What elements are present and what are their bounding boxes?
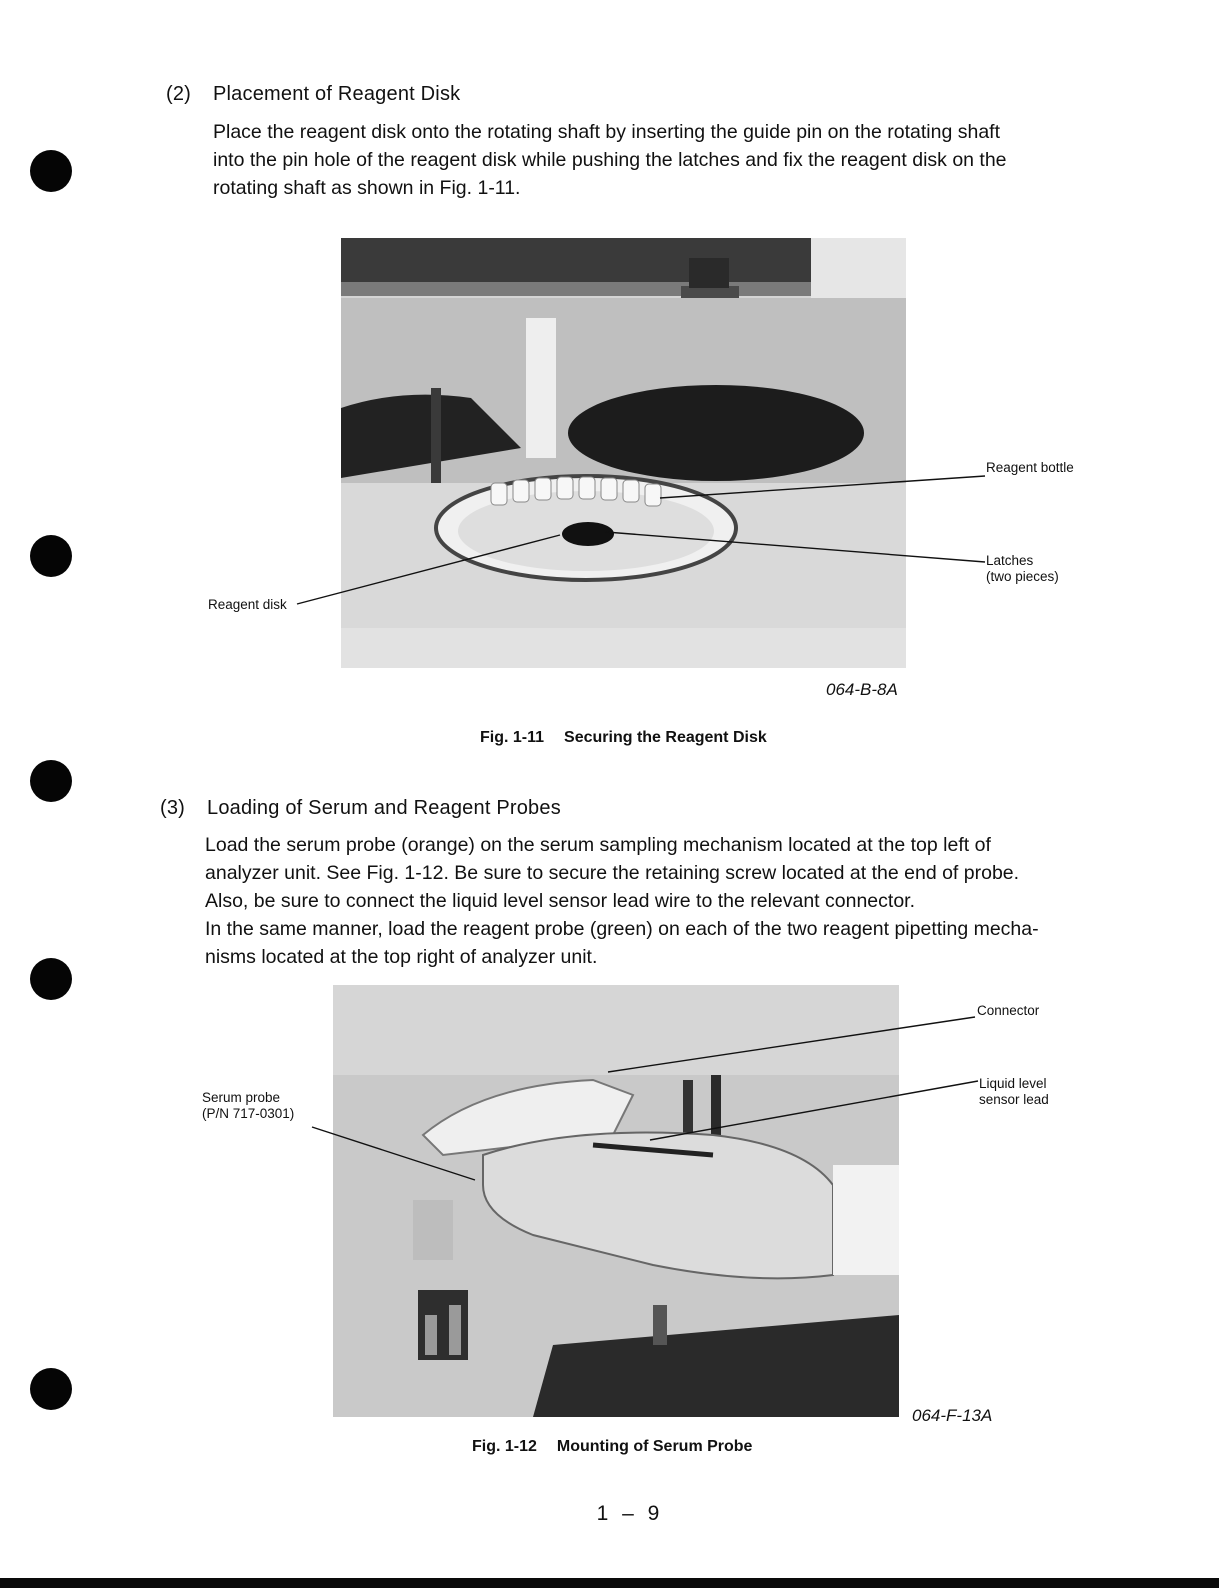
- bottom-rule: [0, 1578, 1219, 1588]
- section-2-heading: [166, 83, 460, 106]
- section-3-number: (3): [160, 797, 186, 819]
- section-2-title: Placement of Reagent Disk: [213, 83, 461, 105]
- callout-liquid-line: sensor lead: [979, 1092, 1049, 1107]
- page-number: 1 – 9: [596, 1502, 664, 1525]
- figure-12-code: 064-F-13A: [912, 1406, 993, 1425]
- figure-11-number: Fig. 1-11: [480, 729, 545, 746]
- section-3-title: Loading of Serum and Reagent Probes: [207, 797, 561, 819]
- figure-12-number: Fig. 1-12: [472, 1438, 537, 1455]
- callout-serum-line: Serum probe: [202, 1090, 281, 1105]
- section-2-body: [213, 118, 1113, 202]
- figure-11-title: Securing the Reagent Disk: [564, 729, 767, 746]
- callout-liquid-line: Liquid level: [979, 1076, 1047, 1091]
- figure-11-caption: [480, 729, 767, 747]
- callout-latches-line: (two pieces): [986, 569, 1059, 584]
- punch-hole: [30, 150, 72, 192]
- section-3-line: Load the serum probe (orange) on the serum sampling mechanism located at the top left of: [205, 834, 991, 856]
- section-2-number: (2): [166, 83, 192, 105]
- callout-serum-probe: [202, 1090, 294, 1122]
- figure-12-photo: [333, 985, 899, 1417]
- callout-reagent-bottle: Reagent bottle: [986, 460, 1074, 475]
- section-3-line: nisms located at the top right of analyzer unit.: [205, 946, 598, 968]
- section-3-line: In the same manner, load the reagent probe (green) on each of the two reagent pipetting mecha-: [205, 918, 1039, 940]
- figure-11-photo: [341, 238, 906, 668]
- section-3-heading: [160, 797, 561, 820]
- figure-11-code: 064-B-8A: [826, 680, 898, 699]
- callout-serum-line: (P/N 717-0301): [202, 1106, 295, 1121]
- callout-latches: [986, 553, 1059, 585]
- figure-12-caption: [472, 1438, 752, 1456]
- section-2-line: Place the reagent disk onto the rotating shaft by inserting the guide pin on the rotating shaft: [213, 121, 1001, 143]
- section-3-line: Also, be sure to connect the liquid level sensor lead wire to the relevant connector.: [205, 890, 915, 912]
- serum-probe-photo-illustration: [333, 985, 899, 1417]
- callout-reagent-disk: Reagent disk: [208, 597, 287, 612]
- callout-liquid-level-sensor-lead: [979, 1076, 1049, 1108]
- punch-hole: [30, 535, 72, 577]
- section-2-line: into the pin hole of the reagent disk while pushing the latches and fix the reagent disk on the: [213, 149, 1007, 171]
- section-3-line: analyzer unit. See Fig. 1-12. Be sure to secure the retaining screw located at the end of probe.: [205, 862, 1020, 884]
- reagent-disk-photo-illustration: [341, 238, 906, 668]
- callout-connector: Connector: [977, 1003, 1040, 1018]
- section-3-body: [205, 831, 1145, 971]
- figure-12-title: Mounting of Serum Probe: [556, 1438, 753, 1455]
- punch-hole: [30, 958, 72, 1000]
- punch-hole: [30, 1368, 72, 1410]
- section-2-line: rotating shaft as shown in Fig. 1-11.: [213, 177, 521, 199]
- punch-hole: [30, 760, 72, 802]
- callout-latches-line: Latches: [986, 553, 1034, 568]
